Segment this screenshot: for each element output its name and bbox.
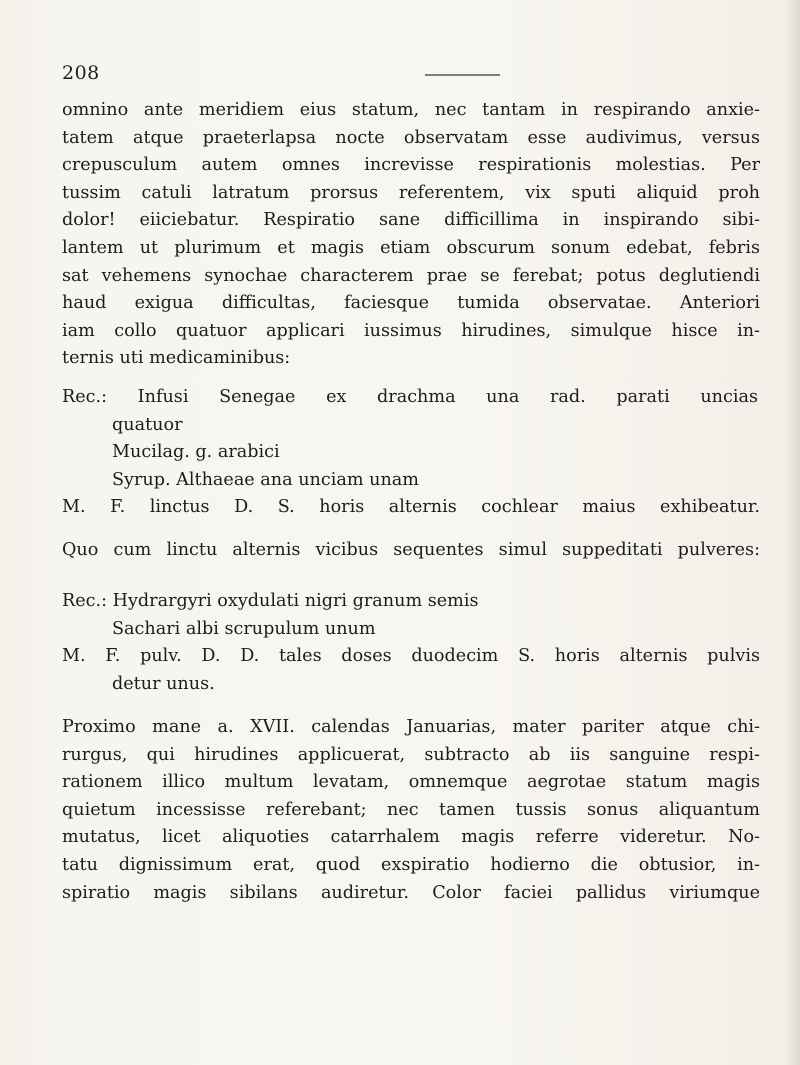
recipe-line: M. F. pulv. D. D. tales doses duodecim S. horis alternis pulvis (62, 646, 760, 667)
text-line: mutatus, licet aliquoties catarrhalem magis referre videretur. No- (62, 827, 760, 848)
text-line: tatu dignissimum erat, quod exspiratio hodierno die obtusior, in- (62, 854, 760, 875)
recipe-line: Mucilag. g. arabici (112, 442, 280, 463)
text-line: rurgus, qui hirudines applicuerat, subtracto ab iis sanguine respi- (62, 744, 760, 765)
text-line: quietum incessisse referebant; nec tamen tussis sonus aliquantum (62, 799, 760, 820)
recipe-line: Syrup. Althaeae ana unciam unam (112, 469, 419, 490)
text-line: dolor! eiiciebatur. Respiratio sane difficillima in inspirando sibi- (62, 210, 760, 231)
text-line: ternis uti medicaminibus: (62, 348, 291, 369)
text-line: tussim catuli latratum prorsus referentem, vix sputi aliquid proh (62, 182, 760, 203)
recipe-line: detur unus. (112, 673, 215, 694)
recipe-2 (62, 588, 760, 698)
text-line: tatem atque praeterlapsa nocte observatam esse audivimus, versus (62, 127, 760, 148)
recipe-line: Rec.: Hydrargyri oxydulati nigri granum semis (62, 591, 479, 611)
text-line: haud exigua difficultas, faciesque tumida observatae. Anteriori (62, 293, 760, 314)
recipe-line: Sachari albi scrupulum unum (112, 618, 376, 639)
paragraph-3 (62, 714, 760, 907)
recipe-line: quatuor (112, 414, 183, 435)
text-line: Quo cum linctu alternis vicibus sequentes simul suppeditati pulveres: (62, 540, 760, 560)
recipe-line: Rec.: Infusi Senegae ex drachma una rad. parati uncias (62, 387, 758, 407)
text-line: crepusculum autem omnes increvisse respirationis molestias. Per (62, 155, 760, 176)
text-line: omnino ante meridiem eius statum, nec tantam in respirando anxie- (62, 100, 760, 120)
text-line: rationem illico multum levatam, omnemque aegrotae statum magis (62, 772, 760, 793)
text-line: Proximo mane a. XVII. calendas Januarias, mater pariter atque chi- (62, 717, 760, 737)
header-rule (425, 74, 500, 76)
text-line: spiratio magis sibilans audiretur. Color faciei pallidus viriumque (62, 882, 760, 903)
page-edge-shadow (786, 0, 800, 1065)
text-line: sat vehemens synochae characterem prae se ferebat; potus deglutiendi (62, 265, 760, 286)
page-number: 208 (62, 62, 100, 84)
recipe-line: M. F. linctus D. S. horis alternis cochlear maius exhibeatur. (62, 497, 760, 518)
text-line: lantem ut plurimum et magis etiam obscurum sonum edebat, febris (62, 237, 760, 258)
recipe-1 (62, 384, 760, 522)
paragraph-1 (62, 97, 760, 373)
paragraph-2 (62, 537, 760, 565)
text-line: iam collo quatuor applicari iussimus hirudines, simulque hisce in- (62, 320, 760, 341)
